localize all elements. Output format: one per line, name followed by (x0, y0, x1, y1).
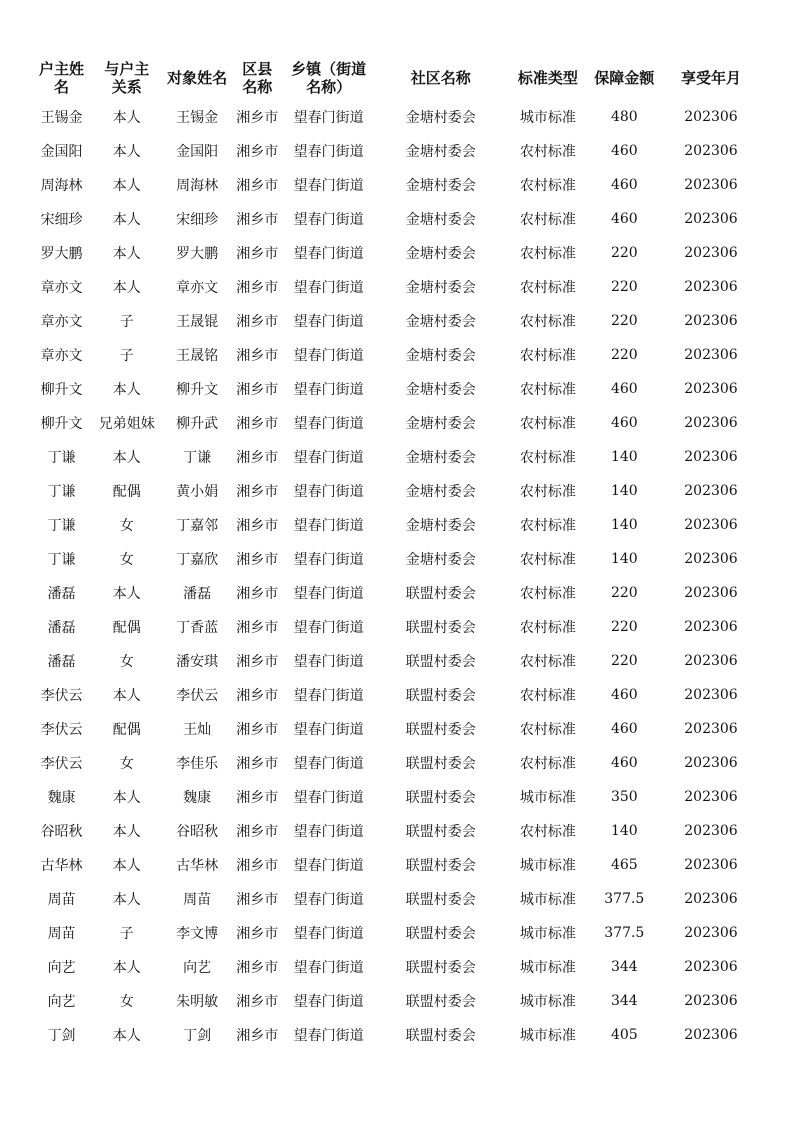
cell-relation: 兄弟姐妹 (98, 416, 155, 432)
cell-county: 湘乡市 (236, 892, 279, 908)
cell-community: 联盟村委会 (405, 620, 476, 636)
cell-relation: 配偶 (112, 620, 141, 636)
cell-relation: 本人 (112, 178, 141, 194)
cell-target-name: 李佳乐 (176, 756, 219, 772)
cell-county: 湘乡市 (236, 416, 279, 432)
cell-county: 湘乡市 (236, 552, 279, 568)
table-row (32, 848, 762, 882)
cell-county: 湘乡市 (236, 722, 279, 738)
cell-amount: 350 (610, 789, 638, 805)
cell-target-name: 丁剑 (183, 1028, 212, 1044)
cell-relation: 女 (119, 654, 134, 670)
cell-month: 202306 (684, 721, 738, 737)
cell-town: 望春门街道 (293, 246, 364, 262)
cell-amount: 377.5 (604, 925, 645, 941)
cell-county: 湘乡市 (236, 110, 279, 126)
cell-relation: 本人 (112, 586, 141, 602)
cell-town: 望春门街道 (293, 586, 364, 602)
cell-county: 湘乡市 (236, 994, 279, 1010)
cell-householder-name: 丁剑 (47, 1028, 76, 1044)
table-row (32, 372, 762, 406)
cell-community: 金塘村委会 (405, 450, 476, 466)
cell-town: 望春门街道 (293, 688, 364, 704)
cell-community: 金塘村委会 (405, 518, 476, 534)
cell-standard-type: 城市标准 (519, 790, 576, 806)
table-row (32, 100, 762, 134)
cell-standard-type: 农村标准 (519, 212, 576, 228)
cell-standard-type: 农村标准 (519, 552, 576, 568)
cell-month: 202306 (684, 449, 738, 465)
cell-county: 湘乡市 (236, 348, 279, 364)
cell-standard-type: 城市标准 (519, 892, 576, 908)
cell-month: 202306 (684, 925, 738, 941)
cell-householder-name: 潘磊 (47, 620, 76, 636)
cell-householder-name: 周海林 (40, 178, 83, 194)
cell-relation: 本人 (112, 382, 141, 398)
cell-amount: 460 (610, 755, 638, 771)
table-row (32, 542, 762, 576)
table-body (32, 100, 762, 1052)
table-row (32, 134, 762, 168)
cell-relation: 子 (119, 926, 134, 942)
header-householder-name: 户主姓名 (39, 60, 85, 96)
cell-householder-name: 魏康 (47, 790, 76, 806)
cell-month: 202306 (684, 483, 738, 499)
subsidy-roster-table (32, 56, 762, 1052)
cell-standard-type: 农村标准 (519, 382, 576, 398)
cell-householder-name: 周苗 (47, 926, 76, 942)
cell-amount: 140 (610, 823, 638, 839)
cell-month: 202306 (684, 755, 738, 771)
table-row (32, 916, 762, 950)
table-row (32, 304, 762, 338)
cell-amount: 460 (610, 381, 638, 397)
cell-standard-type: 农村标准 (519, 450, 576, 466)
cell-relation: 女 (119, 994, 134, 1010)
cell-target-name: 黄小娟 (176, 484, 219, 500)
cell-town: 望春门街道 (293, 110, 364, 126)
cell-community: 联盟村委会 (405, 722, 476, 738)
cell-amount: 220 (610, 245, 638, 261)
cell-amount: 460 (610, 721, 638, 737)
cell-householder-name: 宋细珍 (40, 212, 83, 228)
cell-relation: 女 (119, 756, 134, 772)
cell-amount: 377.5 (604, 891, 645, 907)
cell-town: 望春门街道 (293, 790, 364, 806)
cell-amount: 405 (610, 1027, 638, 1043)
cell-householder-name: 李伏云 (40, 722, 83, 738)
cell-county: 湘乡市 (236, 1028, 279, 1044)
cell-standard-type: 农村标准 (519, 280, 576, 296)
cell-town: 望春门街道 (293, 178, 364, 194)
cell-town: 望春门街道 (293, 484, 364, 500)
cell-householder-name: 向艺 (47, 994, 76, 1010)
cell-relation: 子 (119, 314, 134, 330)
cell-target-name: 李伏云 (176, 688, 219, 704)
cell-standard-type: 农村标准 (519, 314, 576, 330)
cell-amount: 220 (610, 347, 638, 363)
cell-relation: 本人 (112, 280, 141, 296)
cell-town: 望春门街道 (293, 620, 364, 636)
table-row (32, 610, 762, 644)
cell-standard-type: 城市标准 (519, 960, 576, 976)
cell-amount: 480 (610, 109, 638, 125)
cell-target-name: 李文博 (176, 926, 219, 942)
cell-town: 望春门街道 (293, 858, 364, 874)
cell-householder-name: 章亦文 (40, 314, 83, 330)
cell-county: 湘乡市 (236, 246, 279, 262)
cell-target-name: 潘磊 (183, 586, 212, 602)
cell-county: 湘乡市 (236, 858, 279, 874)
cell-target-name: 王晟铭 (176, 348, 219, 364)
cell-amount: 220 (610, 585, 638, 601)
table-row (32, 1018, 762, 1052)
cell-community: 金塘村委会 (405, 314, 476, 330)
cell-target-name: 罗大鹏 (176, 246, 219, 262)
cell-community: 联盟村委会 (405, 756, 476, 772)
table-row (32, 984, 762, 1018)
cell-county: 湘乡市 (236, 586, 279, 602)
cell-target-name: 周海林 (176, 178, 219, 194)
cell-householder-name: 王锡金 (40, 110, 83, 126)
table-row (32, 406, 762, 440)
cell-town: 望春门街道 (293, 382, 364, 398)
cell-month: 202306 (684, 177, 738, 193)
table-row (32, 882, 762, 916)
table-row (32, 678, 762, 712)
cell-town: 望春门街道 (293, 722, 364, 738)
cell-relation: 本人 (112, 144, 141, 160)
cell-amount: 344 (610, 993, 638, 1009)
cell-relation: 子 (119, 348, 134, 364)
cell-community: 联盟村委会 (405, 858, 476, 874)
cell-standard-type: 农村标准 (519, 178, 576, 194)
table-row (32, 508, 762, 542)
cell-month: 202306 (684, 959, 738, 975)
cell-amount: 460 (610, 211, 638, 227)
cell-community: 金塘村委会 (405, 382, 476, 398)
cell-community: 金塘村委会 (405, 280, 476, 296)
cell-householder-name: 丁谦 (47, 552, 76, 568)
cell-month: 202306 (684, 789, 738, 805)
cell-town: 望春门街道 (293, 926, 364, 942)
header-row (32, 56, 762, 100)
cell-householder-name: 李伏云 (40, 688, 83, 704)
cell-community: 金塘村委会 (405, 552, 476, 568)
cell-month: 202306 (684, 891, 738, 907)
header-target-name: 对象姓名 (167, 69, 228, 87)
cell-target-name: 丁嘉邻 (176, 518, 219, 534)
cell-town: 望春门街道 (293, 212, 364, 228)
cell-month: 202306 (684, 211, 738, 227)
cell-town: 望春门街道 (293, 552, 364, 568)
header-amount: 保障金额 (594, 69, 655, 87)
cell-standard-type: 农村标准 (519, 586, 576, 602)
cell-town: 望春门街道 (293, 824, 364, 840)
cell-month: 202306 (684, 687, 738, 703)
cell-town: 望春门街道 (293, 450, 364, 466)
cell-month: 202306 (684, 1027, 738, 1043)
cell-standard-type: 城市标准 (519, 110, 576, 126)
cell-community: 金塘村委会 (405, 246, 476, 262)
cell-standard-type: 农村标准 (519, 348, 576, 364)
cell-community: 金塘村委会 (405, 416, 476, 432)
header-month: 享受年月 (680, 69, 741, 87)
cell-county: 湘乡市 (236, 620, 279, 636)
cell-target-name: 金国阳 (176, 144, 219, 160)
cell-community: 联盟村委会 (405, 654, 476, 670)
table-row (32, 440, 762, 474)
table-row (32, 168, 762, 202)
cell-relation: 本人 (112, 892, 141, 908)
cell-amount: 220 (610, 279, 638, 295)
cell-community: 联盟村委会 (405, 892, 476, 908)
cell-target-name: 王晟锟 (176, 314, 219, 330)
cell-county: 湘乡市 (236, 518, 279, 534)
header-standard-type: 标准类型 (517, 69, 578, 87)
cell-amount: 140 (610, 551, 638, 567)
cell-amount: 140 (610, 517, 638, 533)
header-town: 乡镇（街道 名称） (291, 60, 367, 96)
cell-target-name: 柳升文 (176, 382, 219, 398)
table-row (32, 644, 762, 678)
cell-community: 金塘村委会 (405, 212, 476, 228)
cell-county: 湘乡市 (236, 178, 279, 194)
cell-county: 湘乡市 (236, 688, 279, 704)
cell-householder-name: 向艺 (47, 960, 76, 976)
cell-householder-name: 丁谦 (47, 484, 76, 500)
cell-standard-type: 农村标准 (519, 756, 576, 772)
cell-community: 金塘村委会 (405, 144, 476, 160)
cell-community: 联盟村委会 (405, 960, 476, 976)
cell-month: 202306 (684, 415, 738, 431)
cell-county: 湘乡市 (236, 756, 279, 772)
cell-community: 联盟村委会 (405, 824, 476, 840)
cell-standard-type: 农村标准 (519, 246, 576, 262)
cell-community: 联盟村委会 (405, 688, 476, 704)
cell-amount: 460 (610, 177, 638, 193)
cell-town: 望春门街道 (293, 1028, 364, 1044)
table-row (32, 202, 762, 236)
cell-target-name: 朱明敏 (176, 994, 219, 1010)
cell-relation: 配偶 (112, 722, 141, 738)
cell-community: 联盟村委会 (405, 586, 476, 602)
table-row (32, 746, 762, 780)
cell-county: 湘乡市 (236, 824, 279, 840)
cell-month: 202306 (684, 245, 738, 261)
cell-amount: 140 (610, 483, 638, 499)
cell-town: 望春门街道 (293, 994, 364, 1010)
cell-county: 湘乡市 (236, 484, 279, 500)
cell-town: 望春门街道 (293, 314, 364, 330)
cell-community: 联盟村委会 (405, 926, 476, 942)
cell-relation: 本人 (112, 790, 141, 806)
cell-standard-type: 农村标准 (519, 824, 576, 840)
cell-town: 望春门街道 (293, 416, 364, 432)
table-row (32, 338, 762, 372)
cell-month: 202306 (684, 347, 738, 363)
header-relation: 与户主 关系 (104, 60, 150, 96)
cell-community: 金塘村委会 (405, 348, 476, 364)
cell-community: 金塘村委会 (405, 110, 476, 126)
table-row (32, 270, 762, 304)
cell-standard-type: 农村标准 (519, 518, 576, 534)
cell-community: 金塘村委会 (405, 178, 476, 194)
cell-standard-type: 农村标准 (519, 654, 576, 670)
cell-amount: 460 (610, 415, 638, 431)
cell-householder-name: 金国阳 (40, 144, 83, 160)
cell-standard-type: 农村标准 (519, 688, 576, 704)
cell-community: 联盟村委会 (405, 1028, 476, 1044)
cell-standard-type: 农村标准 (519, 620, 576, 636)
cell-relation: 本人 (112, 212, 141, 228)
cell-target-name: 魏康 (183, 790, 212, 806)
cell-householder-name: 潘磊 (47, 586, 76, 602)
cell-relation: 本人 (112, 858, 141, 874)
cell-county: 湘乡市 (236, 144, 279, 160)
cell-relation: 本人 (112, 824, 141, 840)
cell-town: 望春门街道 (293, 348, 364, 364)
cell-target-name: 丁谦 (183, 450, 212, 466)
header-community: 社区名称 (410, 69, 471, 87)
cell-county: 湘乡市 (236, 654, 279, 670)
cell-town: 望春门街道 (293, 280, 364, 296)
cell-target-name: 周苗 (183, 892, 212, 908)
cell-relation: 女 (119, 518, 134, 534)
cell-target-name: 柳升武 (176, 416, 219, 432)
cell-standard-type: 城市标准 (519, 1028, 576, 1044)
cell-county: 湘乡市 (236, 314, 279, 330)
cell-target-name: 向艺 (183, 960, 212, 976)
cell-relation: 本人 (112, 960, 141, 976)
cell-relation: 本人 (112, 246, 141, 262)
table-row (32, 576, 762, 610)
cell-relation: 本人 (112, 450, 141, 466)
cell-relation: 配偶 (112, 484, 141, 500)
cell-month: 202306 (684, 313, 738, 329)
cell-month: 202306 (684, 279, 738, 295)
table-row (32, 780, 762, 814)
cell-target-name: 王锡金 (176, 110, 219, 126)
table-header (32, 56, 762, 100)
cell-standard-type: 城市标准 (519, 994, 576, 1010)
cell-county: 湘乡市 (236, 790, 279, 806)
cell-month: 202306 (684, 653, 738, 669)
cell-month: 202306 (684, 993, 738, 1009)
cell-town: 望春门街道 (293, 654, 364, 670)
cell-month: 202306 (684, 143, 738, 159)
cell-standard-type: 农村标准 (519, 484, 576, 500)
cell-standard-type: 城市标准 (519, 858, 576, 874)
cell-town: 望春门街道 (293, 144, 364, 160)
cell-county: 湘乡市 (236, 450, 279, 466)
cell-householder-name: 周苗 (47, 892, 76, 908)
cell-month: 202306 (684, 857, 738, 873)
header-county: 区县 名称 (242, 60, 273, 96)
cell-householder-name: 谷昭秋 (40, 824, 83, 840)
cell-amount: 344 (610, 959, 638, 975)
cell-target-name: 宋细珍 (176, 212, 219, 228)
cell-month: 202306 (684, 551, 738, 567)
cell-relation: 女 (119, 552, 134, 568)
cell-community: 联盟村委会 (405, 790, 476, 806)
cell-target-name: 古华林 (176, 858, 219, 874)
cell-amount: 220 (610, 313, 638, 329)
cell-householder-name: 李伏云 (40, 756, 83, 772)
cell-householder-name: 潘磊 (47, 654, 76, 670)
cell-householder-name: 柳升文 (40, 416, 83, 432)
cell-county: 湘乡市 (236, 212, 279, 228)
cell-relation: 本人 (112, 688, 141, 704)
cell-month: 202306 (684, 823, 738, 839)
cell-month: 202306 (684, 381, 738, 397)
cell-standard-type: 农村标准 (519, 416, 576, 432)
cell-target-name: 潘安琪 (176, 654, 219, 670)
cell-town: 望春门街道 (293, 892, 364, 908)
cell-standard-type: 农村标准 (519, 144, 576, 160)
cell-householder-name: 罗大鹏 (40, 246, 83, 262)
cell-town: 望春门街道 (293, 960, 364, 976)
cell-county: 湘乡市 (236, 382, 279, 398)
cell-target-name: 章亦文 (176, 280, 219, 296)
cell-month: 202306 (684, 517, 738, 533)
cell-householder-name: 章亦文 (40, 348, 83, 364)
cell-town: 望春门街道 (293, 756, 364, 772)
cell-standard-type: 农村标准 (519, 722, 576, 738)
cell-householder-name: 丁谦 (47, 518, 76, 534)
cell-month: 202306 (684, 619, 738, 635)
cell-target-name: 王灿 (183, 722, 212, 738)
cell-householder-name: 古华林 (40, 858, 83, 874)
table-row (32, 814, 762, 848)
cell-target-name: 丁香蓝 (176, 620, 219, 636)
cell-householder-name: 丁谦 (47, 450, 76, 466)
cell-amount: 140 (610, 449, 638, 465)
cell-target-name: 谷昭秋 (176, 824, 219, 840)
cell-householder-name: 柳升文 (40, 382, 83, 398)
table-row (32, 236, 762, 270)
cell-month: 202306 (684, 109, 738, 125)
table-row (32, 712, 762, 746)
cell-amount: 465 (610, 857, 638, 873)
cell-month: 202306 (684, 585, 738, 601)
cell-town: 望春门街道 (293, 518, 364, 534)
cell-county: 湘乡市 (236, 960, 279, 976)
cell-county: 湘乡市 (236, 926, 279, 942)
cell-amount: 460 (610, 143, 638, 159)
cell-target-name: 丁嘉欣 (176, 552, 219, 568)
cell-amount: 220 (610, 653, 638, 669)
cell-community: 联盟村委会 (405, 994, 476, 1010)
cell-county: 湘乡市 (236, 280, 279, 296)
cell-community: 金塘村委会 (405, 484, 476, 500)
cell-amount: 460 (610, 687, 638, 703)
cell-householder-name: 章亦文 (40, 280, 83, 296)
cell-relation: 本人 (112, 110, 141, 126)
table-row (32, 950, 762, 984)
table-row (32, 474, 762, 508)
cell-relation: 本人 (112, 1028, 141, 1044)
cell-standard-type: 城市标准 (519, 926, 576, 942)
cell-amount: 220 (610, 619, 638, 635)
